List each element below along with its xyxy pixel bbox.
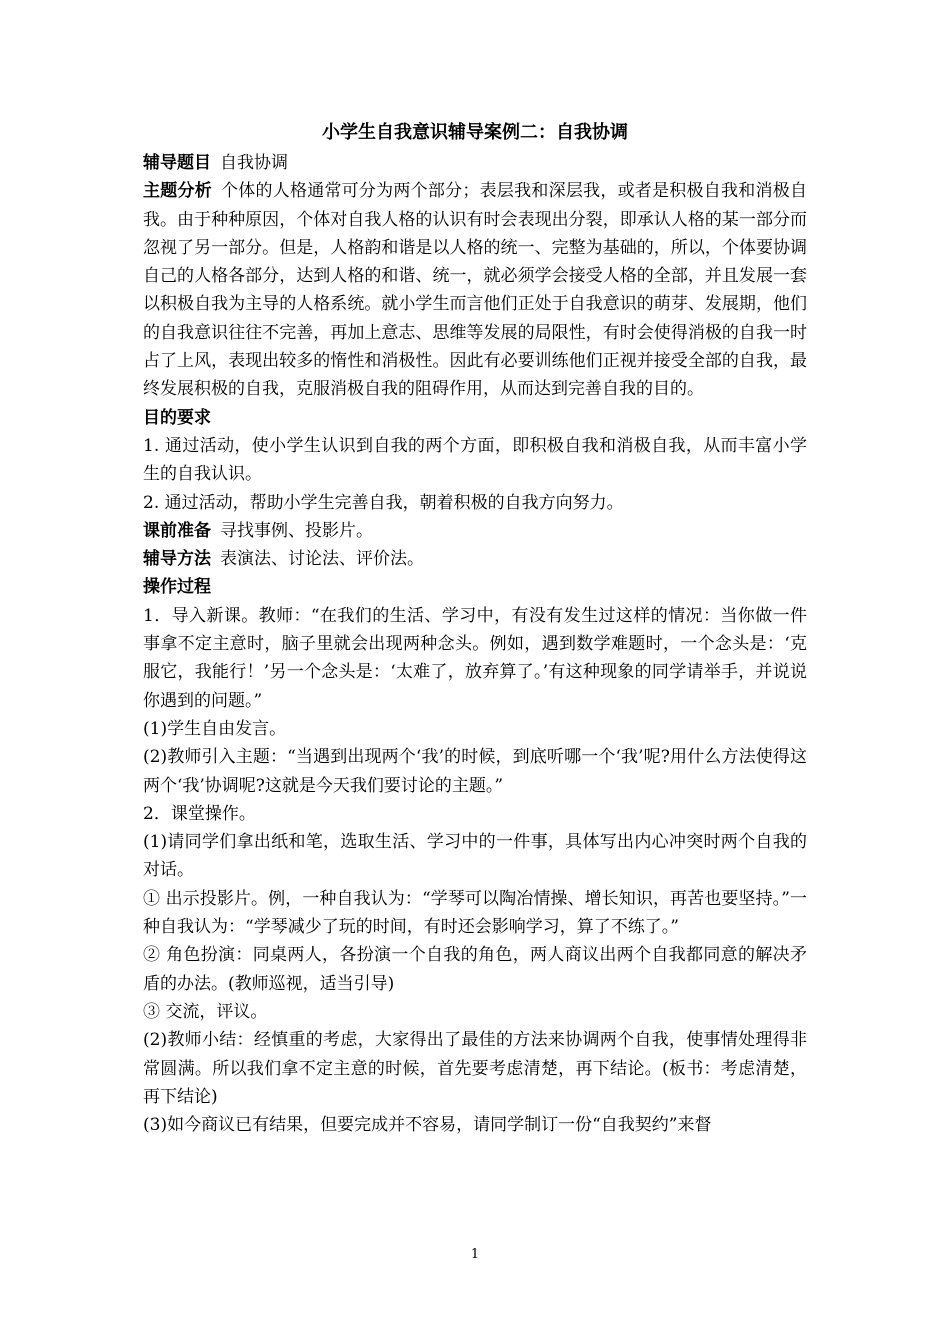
page-number: 1 (470, 1247, 480, 1262)
topic-label: 辅导题目 (143, 153, 211, 173)
process-paragraph: ② 角色扮演：同桌两人，各扮演一个自我的角色，两人商议出两个自我都同意的解决矛盾的办法。(教师巡视，适当引导) (143, 945, 807, 994)
analysis-text: 个体的人格通常可分为两个部分；表层我和深层我，或者是积极自我和消极自我。由于种种原因，个体对自我人格的认识有时会表现出分裂，即承认人格的某一部分而忽视了另一部分。但是，人格韵和谐是以人格的统一、完整为基础的，所以，个体要协调自己的人格各部分，达到人格的和谐、统一，就必须学会接受人格的全部，并且发展一套以积极自我为主导的人格系统。就小学生而言他们正处于自我意识的萌芽、发展期，他们的自我意识往往不完善，再加上意志、思维等发展的局限性，有时会使得消极的自我一时占了上风，表现出较多的惰性和消极性。因此有必要训练他们正视并接受全部的自我，最终发展积极的自我，克服消极自我的阻碍作用，从而达到完善自我的目的。 (143, 181, 808, 400)
topic-text: 自我协调 (220, 153, 288, 173)
process-paragraph: 2．课堂操作。 (143, 803, 256, 824)
process-paragraph: ① 出示投影片。例，一种自我认为：“学琴可以陶冶情操、增长知识，再苦也要坚持。”一种自我认为：“学琴减少了玩的时间，有时还会影响学习，算了不练了。” (143, 888, 807, 938)
preparation-section (143, 517, 807, 545)
goal-item: 1. 通过活动，使小学生认识到自我的两个方面，即积极自我和消极自我，从而丰富小学生的自我认识。 (143, 435, 807, 485)
preparation-text: 寻找事例、投影片。 (220, 520, 373, 541)
goal-item: 2. 通过活动，帮助小学生完善自我，朝着积极的自我方向努力。 (143, 492, 624, 513)
process-paragraph: (1)请同学们拿出纸和笔，选取生活、学习中的一件事，具体写出内心冲突时两个自我的对话。 (143, 832, 807, 881)
topic-section (143, 149, 807, 177)
analysis-section (143, 177, 807, 403)
process-heading: 操作过程 (143, 577, 211, 598)
process-paragraph: 1．导入新课。教师：“在我们的生活、学习中，有没有发生过这样的情况：当你做一件事拿不定主意时，脑子里就会出现两种念头。例如，遇到数学难题时，一个念头是：‘克服它，我能行！’另一个念头是：‘太难了，放弃算了。’有这种现象的同学请举手，并说说你遇到的问题。” (143, 605, 807, 711)
preparation-label: 课前准备 (143, 520, 211, 541)
document-body (143, 119, 807, 1139)
process-paragraph: (3)如今商议已有结果，但要完成并不容易，请同学制订一份“自我契约”来督 (143, 1115, 712, 1136)
process-paragraph: (2)教师小结：经慎重的考虑，大家得出了最佳的方法来协调两个自我，使事情处理得非常圆满。所以我们拿不定主意的时候，首先要考虑清楚，再下结论。(板书：考虑清楚，再下结论) (143, 1030, 807, 1107)
methods-label: 辅导方法 (143, 549, 211, 570)
process-paragraph: (2)教师引入主题：“当遇到出现两个‘我’的时候，到底听哪一个‘我’呢?用什么方法使得这两个‘我’协调呢?这就是今天我们要讨论的主题。” (143, 747, 807, 796)
process-paragraph: ③ 交流，评议。 (143, 1001, 268, 1022)
process-paragraph: (1)学生自由发言。 (143, 718, 287, 739)
document-title: 小学生自我意识辅导案例二：自我协调 (322, 122, 628, 143)
goals-heading: 目的要求 (143, 407, 211, 428)
analysis-label: 主题分析 (143, 181, 212, 202)
methods-section (143, 545, 807, 573)
methods-text: 表演法、讨论法、评价法。 (220, 549, 424, 570)
